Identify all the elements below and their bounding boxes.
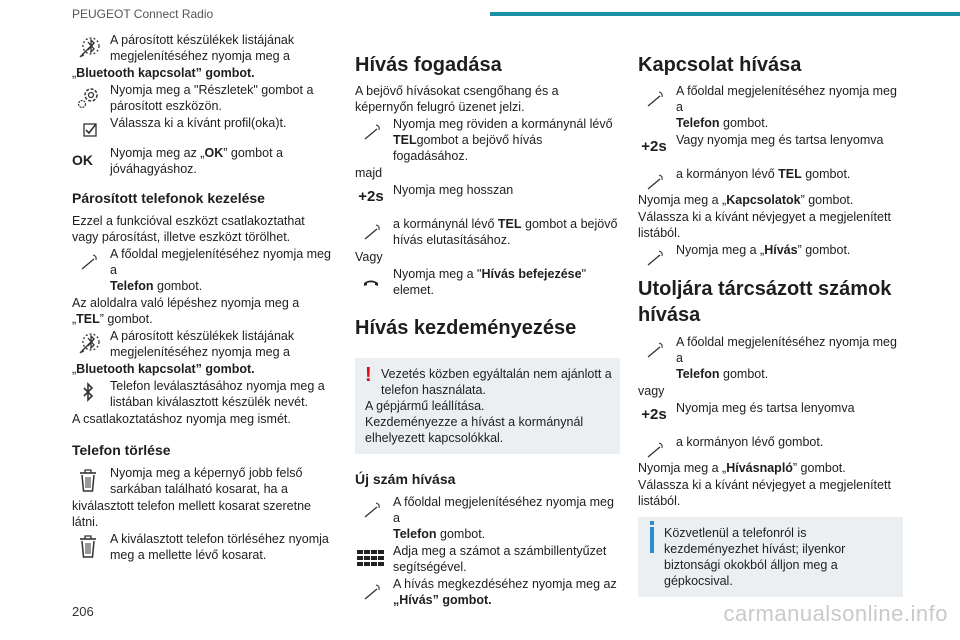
tap-icon: [638, 436, 670, 462]
info-box: [638, 517, 903, 597]
bluetooth-icon: [72, 330, 104, 356]
checkbox-icon: [72, 117, 104, 143]
section-heading: Párosított telefonok kezelése: [72, 190, 265, 206]
text: „Bluetooth kapcsolat” gombot.: [72, 66, 255, 80]
text: a kormányon lévő gombot.: [676, 435, 824, 449]
text: A főoldal megjelenítéséhez nyomja meg a Telefon gombot.: [110, 247, 331, 293]
instruction-trash-delete: [72, 531, 332, 563]
text: Vezetés közben egyáltalán nem ajánlott a telefon használata.: [381, 367, 612, 397]
instruction-end-call: [355, 266, 620, 298]
keypad-icon: [355, 545, 387, 571]
page-number: 206: [72, 604, 94, 619]
text: Vagy: [355, 250, 383, 264]
text: Nyomja meg röviden a kormánynál lévő TELgombot a bejövő hívás fogadásához.: [393, 117, 613, 163]
trash-icon: [72, 533, 104, 559]
tap-icon: [355, 578, 387, 604]
hold-2s-icon: +2s: [641, 406, 667, 423]
text: Kezdeményezze a hívást a kormánynál elhelyezett kapcsolókkal.: [365, 415, 584, 445]
instruction-home: [638, 334, 903, 382]
bluetooth-symbol-icon: [72, 380, 104, 406]
instruction-disconnect: [72, 378, 332, 410]
text: Nyomja meg az „OK” gombot a jóváhagyáshoz.: [110, 146, 283, 176]
text: Adja meg a számot a számbillentyűzet segítségével.: [393, 544, 607, 574]
instruction-profile: [72, 115, 332, 131]
text: Válassza ki a kívánt névjegyet a megjelenített listából.: [638, 210, 891, 240]
text: A hívás megkezdéséhez nyomja meg az „Hívás” gombot.: [393, 577, 617, 607]
tap-icon: [638, 168, 670, 194]
text: Nyomja meg a „Hívásnapló” gombot.: [638, 461, 846, 475]
hold-2s-icon: +2s: [358, 188, 384, 205]
text: A párosított készülékek listájának megjelenítéséhez nyomja meg a: [110, 329, 295, 359]
tap-icon: [638, 85, 670, 111]
column-2: [355, 30, 620, 609]
info-icon: [650, 521, 654, 525]
text: Ezzel a funkcióval eszközt csatlakoztathat vagy párosítást, illetve eszközt törölhet.: [72, 214, 305, 244]
warning-icon: !: [365, 364, 372, 386]
running-header: PEUGEOT Connect Radio: [72, 7, 214, 21]
instruction-steering: [638, 166, 903, 182]
text: Az aloldalra való lépéshez nyomja meg a „TEL” gombot.: [72, 296, 300, 326]
text: A gépjármű leállítása.: [365, 399, 485, 413]
info-icon-bar: [650, 527, 654, 553]
instruction-reject: [355, 216, 620, 248]
section-heading: Utoljára tárcsázott számok hívása: [638, 278, 892, 326]
text: „Bluetooth kapcsolat” gombot.: [72, 362, 255, 376]
watermark: carmanualsonline.info: [723, 601, 948, 626]
text: Vagy nyomja meg és tartsa lenyomva: [676, 133, 884, 147]
text: Válassza ki a kívánt profil(oka)t.: [110, 116, 287, 130]
text: Nyomja meg a képernyő jobb felső sarkában található kosarat, ha a: [110, 466, 303, 496]
text: kiválasztott telefon mellett kosarat szeretne látni.: [72, 499, 312, 529]
text: Nyomja meg a „Hívás” gombot.: [676, 243, 851, 257]
text: Válassza ki a kívánt névjegyet a megjelenített listából.: [638, 478, 891, 508]
instruction-bluetooth-list: [72, 32, 332, 64]
instruction-bluetooth-list: [72, 328, 332, 360]
tap-icon: [638, 336, 670, 362]
tap-icon: [638, 244, 670, 270]
text: A csatlakoztatáshoz nyomja meg ismét.: [72, 412, 291, 426]
column-1: [72, 30, 332, 564]
text: a kormányon lévő TEL gombot.: [676, 167, 851, 181]
section-heading: Új szám hívása: [355, 471, 456, 487]
text: Telefon leválasztásához nyomja meg a listában kiválasztott készülék nevét.: [110, 379, 325, 409]
instruction-long-press: [355, 182, 620, 212]
instruction-hold: [638, 132, 903, 160]
hold-2s-icon: +2s: [641, 138, 667, 155]
tap-icon: [355, 218, 387, 244]
column-3: [638, 30, 903, 597]
bluetooth-icon: [72, 34, 104, 60]
instruction-details: [72, 82, 332, 114]
instruction-keypad: [355, 543, 620, 575]
text: a kormánynál lévő TEL gombot a bejövő hívás elutasításához.: [393, 217, 618, 247]
text: Közvetlenül a telefonról is kezdeményezhet hívást; ilyenkor biztonsági okokból álljon meg a gépkocsival.: [664, 526, 846, 588]
text: Nyomja meg a "Hívás befejezése" elemet.: [393, 267, 586, 297]
text: Nyomja meg hosszan: [393, 183, 514, 197]
instruction-trash: [72, 465, 332, 497]
text: majd: [355, 166, 383, 180]
section-heading: Hívás kezdeményezése: [355, 317, 577, 339]
section-heading: Hívás fogadása: [355, 54, 502, 76]
instruction-ok: [72, 145, 332, 177]
text: Nyomja meg a „Kapcsolatok” gombot.: [638, 193, 854, 207]
instruction-steering: [638, 434, 903, 450]
instruction-call: [638, 242, 903, 258]
instruction-home: [355, 494, 620, 542]
header-accent-bar: [490, 12, 960, 16]
warning-box: [355, 358, 620, 454]
ok-label-icon: OK: [72, 152, 93, 168]
text: A párosított készülékek listájának megjelenítéséhez nyomja meg a: [110, 33, 295, 63]
instruction-home: [72, 246, 332, 294]
text: A főoldal megjelenítéséhez nyomja meg a Telefon gombot.: [676, 335, 897, 381]
instruction-answer: [355, 116, 620, 164]
hang-up-icon: [355, 268, 387, 294]
text: Nyomja meg és tartsa lenyomva: [676, 401, 855, 415]
tap-icon: [355, 496, 387, 522]
trash-icon: [72, 467, 104, 493]
tap-icon: [355, 118, 387, 144]
section-heading: Telefon törlése: [72, 442, 171, 458]
text: A kiválasztott telefon törléséhez nyomja meg a mellette lévő kosarat.: [110, 532, 329, 562]
tap-icon: [72, 248, 104, 274]
gear-icon: [72, 84, 104, 110]
text: A főoldal megjelenítéséhez nyomja meg a Telefon gombot.: [393, 495, 614, 541]
section-heading: Kapcsolat hívása: [638, 54, 802, 76]
instruction-hold: [638, 400, 903, 428]
text: Nyomja meg a "Részletek" gombot a párosított eszközön.: [110, 83, 314, 113]
instruction-home: [638, 83, 903, 131]
instruction-call: [355, 576, 620, 608]
text: A bejövő hívásokat csengőhang és a képernyőn felugró üzenet jelzi.: [355, 84, 559, 114]
text: A főoldal megjelenítéséhez nyomja meg a Telefon gombot.: [676, 84, 897, 130]
text: vagy: [638, 384, 665, 398]
